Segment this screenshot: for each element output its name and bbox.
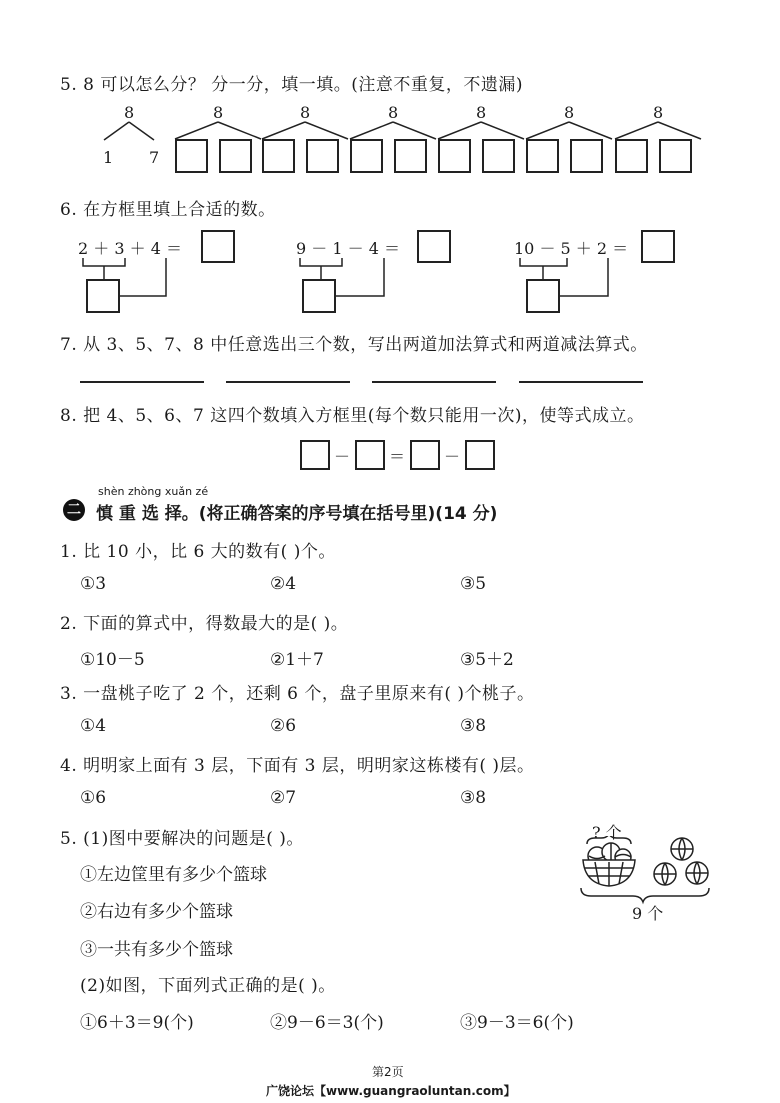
mc2-question: 2. 下面的算式中，得数最大的是( )。 [60,614,349,634]
mc5-part1-option-2[interactable]: ②右边有多少个篮球 [80,902,233,922]
q5-total-number: 8 [300,103,311,122]
mc2-option-3[interactable]: ③5＋2 [460,650,514,670]
q5-total-number: 8 [564,103,575,122]
page-number: 第2页 [372,1065,404,1079]
mc5-part2-option-1[interactable]: ①6＋3＝9(个) [80,1013,194,1033]
q5-total-number: 8 [388,103,399,122]
q7-text: 7. 从 3、5、7、8 中任意选出三个数，写出两道加法算式和两道减法算式。 [60,335,648,355]
section2-badge: 二 [63,499,85,521]
mc5-part2-option-2[interactable]: ②9－6＝3(个) [270,1013,384,1033]
section2-title [96,499,497,524]
mc5-part1-option-1[interactable]: ①左边筐里有多少个篮球 [80,865,267,885]
q7-answer-line-2[interactable] [226,381,350,383]
figure-total-label: 9 个 [632,904,664,923]
q8-op-2: ＝ [389,447,406,466]
mc3-option-2[interactable]: ②6 [270,716,297,736]
q6-expr-3: 10 － 5 ＋ 2 ＝ [514,239,629,258]
q7-answer-line-4[interactable] [519,381,643,383]
q7-answer-line-3[interactable] [372,381,496,383]
q8-text: 8. 把 4、5、6、7 这四个数填入方框里(每个数只能用一次)，使等式成立。 [60,406,645,426]
mc4-option-2[interactable]: ②7 [270,788,297,808]
q5-example-left: 1 [103,148,114,167]
q5-example-right: 7 [149,148,160,167]
mc5-part1-question: 5. (1)图中要解决的问题是( )。 [60,829,304,849]
q7-answer-line-1[interactable] [80,381,204,383]
mc3-option-1[interactable]: ①4 [80,716,107,736]
mc4-option-1[interactable]: ①6 [80,788,107,808]
section2-pinyin: shèn zhòng xuǎn zé [98,485,209,498]
mc4-option-3[interactable]: ③8 [460,788,487,808]
q8-box-3[interactable] [410,440,440,470]
mc1-question: 1. 比 10 小，比 6 大的数有( )个。 [60,542,336,562]
mc5-part1-option-3[interactable]: ③一共有多少个篮球 [80,940,233,960]
q8-op-1: － [334,447,351,466]
figure-unknown-label: ? 个 [592,823,622,842]
q5-total-number: 8 [653,103,664,122]
q6-text: 6. 在方框里填上合适的数。 [60,200,276,220]
mc1-option-3[interactable]: ③5 [460,574,487,594]
q8-op-3: － [444,447,461,466]
section2-instruction: 。(将正确答案的序号填在括号里)(14 分) [181,504,498,524]
mc1-option-1[interactable]: ①3 [80,574,107,594]
mc5-part2-question: (2)如图，下面列式正确的是( )。 [80,976,336,996]
q5-text: 5. 8 可以怎么分？ 分一分，填一填。(注意不重复，不遗漏) [60,75,524,95]
q5-total-number: 8 [476,103,487,122]
q6-brackets [0,0,780,330]
mc3-question: 3. 一盘桃子吃了 2 个，还剩 6 个，盘子里原来有( )个桃子。 [60,684,535,704]
mc1-option-2[interactable]: ②4 [270,574,297,594]
q8-box-2[interactable] [355,440,385,470]
q6-expr-2: 9 － 1 － 4 ＝ [296,239,400,258]
q6-expr-1: 2 ＋ 3 ＋ 4 ＝ [78,239,182,258]
q5-total-number: 8 [124,103,135,122]
mc5-part2-option-3[interactable]: ③9－3＝6(个) [460,1013,574,1033]
q8-box-4[interactable] [465,440,495,470]
q5-total-number: 8 [213,103,224,122]
site-footer: 广饶论坛【www.guangraoluntan.com】 [266,1084,516,1098]
q8-box-1[interactable] [300,440,330,470]
mc3-option-3[interactable]: ③8 [460,716,487,736]
mc4-question: 4. 明明家上面有 3 层，下面有 3 层，明明家这栋楼有( )层。 [60,756,535,776]
mc2-option-1[interactable]: ①10－5 [80,650,145,670]
section2-title-text: 慎 重 选 择 [96,504,182,524]
mc2-option-2[interactable]: ②1＋7 [270,650,324,670]
